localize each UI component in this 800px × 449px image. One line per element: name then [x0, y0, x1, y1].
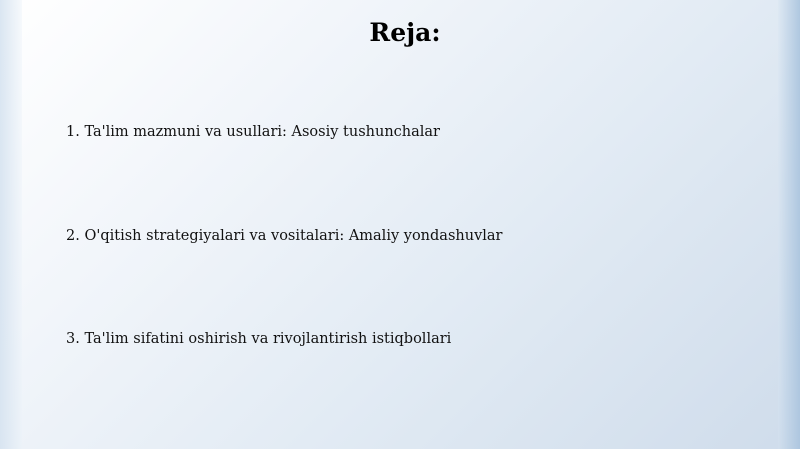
left-decorative-band — [0, 0, 22, 449]
plan-item-3: 3. Ta'lim sifatini oshirish va rivojlantirish istiqbollari — [66, 331, 452, 347]
right-decorative-band — [778, 0, 800, 449]
slide-title: Reja: — [369, 18, 441, 47]
plan-item-1: 1. Ta'lim mazmuni va usullari: Asosiy tushunchalar — [66, 124, 440, 140]
plan-item-2: 2. O'qitish strategiyalari va vositalari: Amaliy yondashuvlar — [66, 228, 503, 244]
